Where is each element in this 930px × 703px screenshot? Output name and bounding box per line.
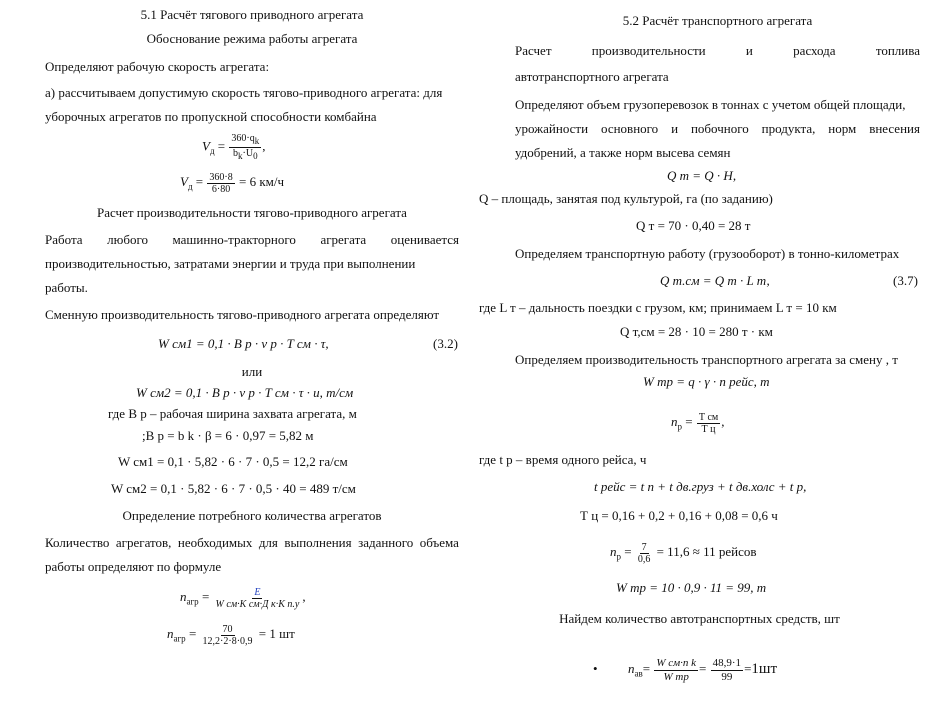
where-bp: где B р – рабочая ширина захвата агрегата, м: [108, 406, 357, 421]
subheading-productivity: Расчет производительности тягово-приводного агрегата: [97, 205, 407, 220]
subheading-units-count: Определение потребного количества агрегатов: [122, 508, 382, 523]
formula-wsm1: W см1 = 0,1 · B р · v р · T см · τ,: [158, 336, 329, 351]
paragraph-volume-line1: Определяют объем грузоперевозок в тоннах с учетом общей площади,: [515, 97, 906, 112]
section-heading-5-1: 5.1 Расчёт тягового приводного агрегата: [140, 7, 364, 22]
paragraph-turnover: Определяем транспортную работу (грузооборот) в тонно-километрах: [515, 246, 900, 261]
paragraph-shift: Сменную производительность тягово-приводного агрегата определяют: [45, 307, 440, 322]
paragraph-work-line2: производительностью, затратами энергии и труда при выполнении: [45, 256, 416, 271]
paragraph-speed: Определяют рабочую скорость агрегата:: [45, 59, 270, 74]
formula-nagr-value: $n_{агр}$ = $\frac{70}{12,2\cdot 2\cdot 8\cdot 0,9}$ = 1 шт: [167, 623, 295, 647]
formula-treys: t рейс = t п + t дв.груз + t дв.холс + t р,: [594, 479, 807, 494]
paragraph-transport-line2: автотранспортного агрегата: [515, 69, 669, 84]
formula-qt: Q т = Q · H,: [667, 168, 737, 183]
formula-wsm2: W см2 = 0,1 · B р · v р · T см · τ · u, т/см: [136, 385, 354, 400]
formula-nav: $n_{ав}=$ $\frac{\text{W см·n k}}{\text{W тр}}$ = $\frac{48,9\cdot 1}{99}$ =1шт: [628, 656, 778, 683]
list-bullet: •: [593, 661, 598, 676]
formula-np: $n_p$ = $\frac{\text{Т см}}{\text{Т ц}}$ ,: [671, 411, 725, 435]
where-q: Q – площадь, занятая под культурой, га (по заданию): [479, 191, 773, 206]
formula-vd-value: $V_д$ = $\frac{360\cdot 8}{6\cdot 80}$ = 6 км/ч: [180, 171, 285, 195]
paragraph-a-line1: а) рассчитываем допустимую скорость тягово-приводного агрегата: для: [45, 85, 443, 100]
formula-wsm2-value: W см2 = 0,1 · 5,82 · 6 · 7 · 0,5 · 40 = 489 т/см: [111, 481, 356, 496]
formula-wtr: W тр = q · γ · n рейс, т: [643, 374, 770, 389]
formula-vd: $V_д$ = $\frac{360\cdot q_k}{b_k\cdot U_0}$ ,: [202, 133, 266, 161]
paragraph-volume-line2: урожайности основного и побочного продукта, норм внесения: [515, 121, 920, 136]
paragraph-a-line2: уборочных агрегатов по пропускной способности комбайна: [45, 109, 377, 124]
formula-np-value: $n_p$ = $\frac{7}{0,6}$ = 11,6 ≈ 11 рейсов: [610, 541, 757, 565]
paragraph-work-line1: Работа любого машинно-тракторного агрегата оценивается: [45, 232, 459, 247]
paragraph-volume-line3: удобрений, а также норм высева семян: [515, 145, 731, 160]
equation-number-3-7: (3.7): [893, 273, 918, 288]
formula-wtr-value: W тр = 10 · 0,9 · 11 = 99, т: [616, 580, 767, 595]
where-lt: где L т – дальность поездки с грузом, км; принимаем L т = 10 км: [479, 300, 837, 315]
subheading-vehicle-count: Найдем количество автотранспортных средств, шт: [559, 611, 840, 626]
section-heading-5-2: 5.2 Расчёт транспортного агрегата: [622, 13, 813, 28]
text-or: или: [241, 364, 263, 379]
paragraph-work-line3: работы.: [45, 280, 88, 295]
subheading-mode: Обоснование режима работы агрегата: [146, 31, 358, 46]
paragraph-shift-productivity: Определяем производительность транспортного агрегата за смену , т: [515, 352, 898, 367]
paragraph-transport-line1: Расчет производительности и расхода топлива: [515, 43, 920, 58]
formula-wsm1-value: W см1 = 0,1 · 5,82 · 6 · 7 · 0,5 = 12,2 га/см: [118, 454, 348, 469]
formula-nagr: $n_{агр}$ = $\frac{E}{\text{W см·K см·Д к·K п.у}}$ ,: [180, 586, 306, 610]
equation-number-3-2: (3.2): [433, 336, 458, 351]
formula-qtsm: Q т.см = Q т · L т,: [660, 273, 770, 288]
where-tp: где t р – время одного рейса, ч: [479, 452, 647, 467]
formula-qt-value: Q т = 70 · 0,40 = 28 т: [636, 218, 751, 233]
formula-qtsm-value: Q т,см = 28 · 10 = 280 т · км: [620, 324, 773, 339]
paragraph-count-line2: работы определяют по формуле: [45, 559, 222, 574]
formula-tc-value: Т ц = 0,16 + 0,2 + 0,16 + 0,08 = 0,6 ч: [580, 508, 778, 523]
formula-bp-value: ;B р = b k · β = 6 · 0,97 = 5,82 м: [142, 428, 314, 443]
paragraph-count-line1: Количество агрегатов, необходимых для выполнения заданного объема: [45, 535, 459, 550]
